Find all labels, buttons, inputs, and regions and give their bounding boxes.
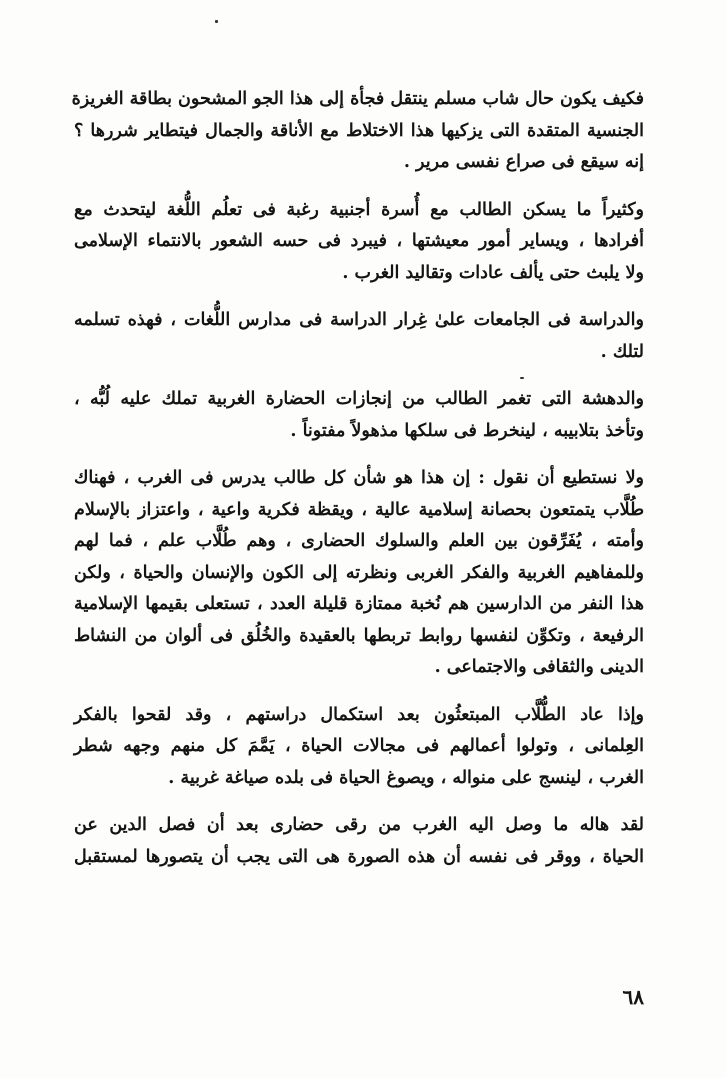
text-line: لقد هاله ما وصل اليه الغرب من رقى حضارى بعد أن فصل الدين عن [74, 815, 644, 835]
text-line: والدهشة التى تغمر الطالب من إنجازات الحضارة الغربية تملك عليه لُبُّه ، [74, 389, 644, 409]
page-number: ٦٨ [622, 985, 644, 1009]
text-line: وكثيراً ما يسكن الطالب مع أُسرة أجنبية رغبة فى تعلُم اللُّغة ليتحدث مع [74, 199, 644, 220]
text-line: وللمفاهيم الغربية والفكر الغربى ونظرته إلى الكون والإنسان والحياة ، ولكن [74, 562, 644, 583]
text-line: وتأخذ بتلابيبه ، لينخرط فى سلكها مذهولاً مفتوناً . [290, 420, 644, 441]
text-line: الجنسية المتقدة التى يزكيها هذا الاختلاط مع الأناقة والجمال فيتطاير شررها ؟ [74, 120, 644, 141]
text-line: والدراسة فى الجامعات علىٰ غِرار الدراسة فى مدارس اللُّغات ، فهذه تسلمه [74, 310, 644, 330]
document-page [71, 84, 644, 889]
text-line: الرفيعة ، وتكوِّن لنفسها روابط تربطها بالعقيدة والخُلُق فى ألوان من النشاط [74, 625, 644, 646]
paragraph [74, 700, 644, 795]
text-line: إنه سيقع فى صراع نفسى مرير . [403, 152, 644, 172]
text-line: الدينى والثقافى والاجتماعى . [434, 657, 644, 677]
text-line: العِلمانى ، وتولوا أعمالهم فى مجالات الحياة ، يَمَّمَ كل منهم وجهه شطر [74, 736, 644, 756]
text-line: فكيف يكون حال شاب مسلم ينتقل فجأة إلى هذا الجو المشحون بطاقة الغريزة [71, 89, 644, 109]
text-line: أفرادها ، ويساير أمور معيشتها ، فيبرد فى حسه الشعور بالانتماء الإسلامى [74, 231, 644, 251]
text-line: الغرب ، لينسج على منواله ، ويصوغ الحياة فى بلده صياغة غربية . [168, 767, 644, 788]
paragraph [74, 305, 644, 368]
paragraph [74, 463, 644, 684]
text-line: وأمته ، يُفَرِّقون بين العلم والسلوك الحضارى ، وهم طُلَّاب علم ، فما لهم [74, 531, 644, 551]
text-line: ولا نستطيع أن نقول : إن هذا هو شأن كل طالب يدرس فى الغرب ، فهناك [74, 468, 644, 488]
text-line: طُلَّاب يتمتعون بحصانة إسلامية عالية ، ويقظة فكرية واعية ، واعتزاز بالإسلام [74, 499, 644, 520]
text-line: هذا النفر من الدارسين هم نُخبة ممتازة قليلة العدد ، تستعلى بقيمها الإسلامية [74, 594, 644, 614]
paragraph [74, 810, 644, 873]
paragraph [74, 195, 644, 290]
paragraph [74, 384, 644, 447]
paragraph [71, 84, 644, 179]
text-line: لتلك . [600, 341, 644, 362]
text-line: ولا يلبث حتى يألف عادات وتقاليد الغرب . [342, 262, 644, 283]
text-line: الحياة ، ووقر فى نفسه أن هذه الصورة هى التى يجب أن يتصورها لمستقبل [74, 846, 644, 867]
text-line: وإذا عاد الطُّلَّاب المبتعثُون بعد استكمال دراستهم ، وقد لقحوا بالفكر [74, 704, 644, 725]
print-speck [215, 20, 218, 23]
